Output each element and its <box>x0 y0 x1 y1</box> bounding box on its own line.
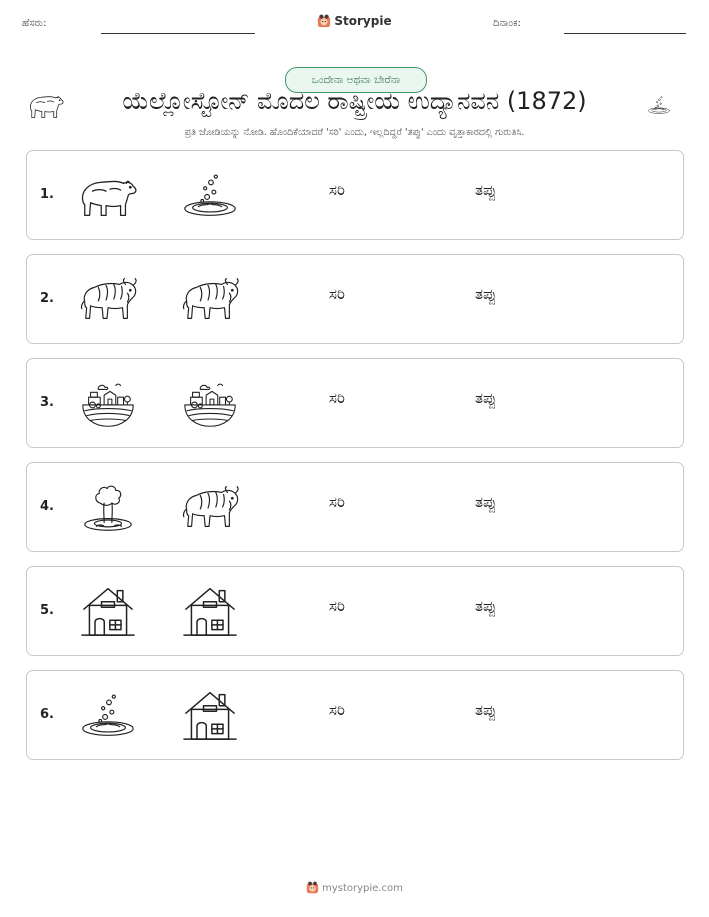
bison-icon <box>179 273 241 325</box>
true-option[interactable]: ಸರಿ <box>329 597 345 615</box>
question-row <box>26 254 684 344</box>
bison-icon <box>77 273 139 325</box>
bear-icon <box>77 169 139 221</box>
brand-name: Storypie <box>334 14 392 28</box>
date-line[interactable] <box>564 33 686 34</box>
page-title: ಯೆಲ್ಲೋಸ್ಟೋನ್ ಮೊದಲ ರಾಷ್ಟ್ರೀಯ ಉದ್ಯಾನವನ (1872) <box>122 87 587 115</box>
name-label: ಹೆಸರು: <box>22 18 47 29</box>
question-number: 4. <box>40 499 54 514</box>
worksheet-type-badge: ಒಂದೇನಾ ಅಥವಾ ಬೇರೆನಾ <box>285 67 427 93</box>
house-icon <box>77 585 139 637</box>
true-option[interactable]: ಸರಿ <box>329 181 345 199</box>
geyser-icon <box>77 481 139 533</box>
question-row <box>26 670 684 760</box>
question-number: 1. <box>40 187 54 202</box>
true-option[interactable]: ಸರಿ <box>329 493 345 511</box>
hot-spring-icon <box>77 689 139 741</box>
farm-icon <box>77 377 139 429</box>
false-option[interactable]: ತಪ್ಪು <box>475 597 497 615</box>
brand <box>0 14 709 28</box>
footer <box>0 881 709 894</box>
question-row <box>26 566 684 656</box>
house-icon <box>179 585 241 637</box>
question-number: 2. <box>40 291 54 306</box>
hot-spring-icon <box>179 169 241 221</box>
farm-icon <box>179 377 241 429</box>
true-option[interactable]: ಸರಿ <box>329 285 345 303</box>
date-label: ದಿನಾಂಕ: <box>493 18 521 29</box>
house-icon <box>179 689 241 741</box>
storypie-logo-icon <box>306 881 319 894</box>
name-line[interactable] <box>101 33 255 34</box>
hot-spring-icon <box>646 90 672 120</box>
question-row <box>26 358 684 448</box>
bison-icon <box>179 481 241 533</box>
true-option[interactable]: ಸರಿ <box>329 701 345 719</box>
false-option[interactable]: ತಪ್ಪು <box>475 181 497 199</box>
question-row <box>26 462 684 552</box>
false-option[interactable]: ತಪ್ಪು <box>475 493 497 511</box>
question-number: 3. <box>40 395 54 410</box>
footer-url[interactable]: mystorypie.com <box>322 883 403 894</box>
question-row <box>26 150 684 240</box>
false-option[interactable]: ತಪ್ಪು <box>475 701 497 719</box>
false-option[interactable]: ತಪ್ಪು <box>475 285 497 303</box>
storypie-logo-icon <box>317 14 331 28</box>
question-number: 6. <box>40 707 54 722</box>
false-option[interactable]: ತಪ್ಪು <box>475 389 497 407</box>
instructions: ಪ್ರತಿ ಜೋಡಿಯನ್ನು ನೋಡಿ. ಹೊಂದಿಕೆಯಾದರೆ 'ಸರಿ' ಎಂದು, ಇಲ್ಲದಿದ್ದರೆ 'ತಪ್ಪು' ಎಂದು ವೃತ್ತಾಕಾರದಲ್ಲಿ ಗುರುತಿಸಿ. <box>184 127 525 138</box>
question-number: 5. <box>40 603 54 618</box>
true-option[interactable]: ಸರಿ <box>329 389 345 407</box>
